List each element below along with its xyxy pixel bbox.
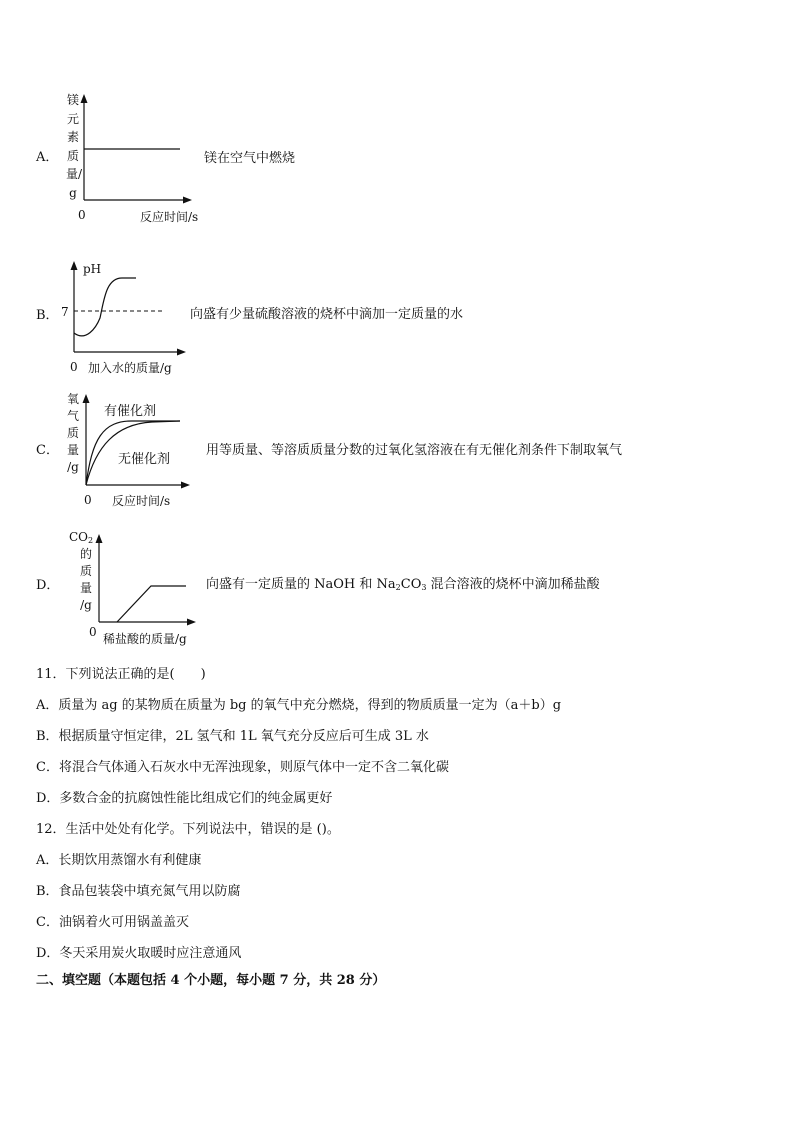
graph-d-curve	[117, 586, 186, 622]
question-12-stem: 12．生活中处处有化学。下列说法中，错误的是 ()。	[36, 822, 340, 837]
graph-a-y-label-char: g	[69, 185, 77, 200]
graph-d-description: 向盛有一定质量的 NaOH 和 $Na_2CO_3$ 混合溶液的烧杯中滴加稀盐酸	[206, 577, 600, 592]
graph-c-curve1-label: 有催化剂	[104, 404, 157, 419]
graph-a-origin: 0	[78, 208, 86, 222]
graph-c-y-label-char: /g	[67, 460, 79, 474]
graph-c-y-label-char: 质	[66, 426, 79, 440]
question-11-option-d: D．多数合金的抗腐蚀性能比组成它们的纯金属更好	[36, 791, 333, 806]
graph-d-y-label-char: 量	[79, 581, 92, 595]
graph-d-x-label: 稀盐酸的质量/g	[103, 632, 187, 646]
graph-a-y-label-char: 量/	[66, 167, 83, 181]
option-letter-b: B．	[36, 308, 59, 323]
graph-c-description: 用等质量、等溶质质量分数的过氧化氢溶液在有无催化剂条件下制取氧气	[206, 443, 623, 458]
graph-d-y-label-char: /g	[80, 598, 92, 612]
question-11-stem: 11．下列说法正确的是( )	[36, 667, 206, 682]
graph-a-y-label-char: 镁	[66, 93, 79, 107]
graph-d-x-arrow	[187, 619, 196, 626]
option-letter-a: A．	[36, 150, 59, 165]
graph-c-y-label-char: 量	[66, 443, 79, 457]
graph-b-x-label: 加入水的质量/g	[88, 361, 172, 375]
graph-d-origin: 0	[89, 625, 97, 639]
graph-c-y-label-char: 氧	[66, 392, 79, 406]
graph-b-origin: 0	[70, 360, 78, 374]
question-11-option-b: B．根据质量守恒定律，2L 氢气和 1L 氧气充分反应后可生成 3L 水	[36, 729, 429, 744]
graph-a-description: 镁在空气中燃烧	[204, 151, 296, 166]
question-12-option-b: B．食品包装袋中填充氮气用以防腐	[36, 884, 241, 899]
graph-c-x-label: 反应时间/s	[112, 494, 171, 508]
question-11-option-a: A．质量为 ag 的某物质在质量为 bg 的氧气中充分燃烧，得到的物质质量一定为（a＋b）g	[36, 698, 562, 713]
graph-d-y-arrow	[96, 534, 103, 543]
graph-d-y-label-sub: 2	[88, 536, 94, 545]
question-11-option-c: C．将混合气体通入石灰水中无浑浊现象，则原气体中一定不含二氧化碳	[36, 760, 449, 775]
graph-b-description: 向盛有少量硫酸溶液的烧杯中滴加一定质量的水	[190, 307, 464, 322]
graph-c-curve2-label: 无催化剂	[118, 452, 171, 467]
graph-d-y-label-co: CO	[69, 530, 89, 544]
graph-a-y-label-char: 质	[66, 148, 79, 163]
graph-b-y-label: pH	[83, 262, 102, 276]
section-title: 二、填空题（本题包括 4 个小题，每小题 7 分，共 28 分）	[36, 973, 386, 988]
graph-b-tick-7: 7	[61, 305, 69, 319]
graph-c-origin: 0	[84, 493, 92, 507]
question-12-option-d: D．冬天采用炭火取暖时应注意通风	[36, 946, 242, 961]
option-letter-c: C．	[36, 443, 59, 458]
graph-d-y-label-char: 质	[79, 564, 92, 578]
graph-c-y-label-char: 气	[66, 409, 79, 423]
graph-a-x-label: 反应时间/s	[140, 210, 199, 224]
graph-a-y-label-char: 素	[66, 130, 79, 144]
graph-d-y-label-char: 的	[79, 547, 92, 561]
question-12-option-a: A．长期饮用蒸馏水有利健康	[36, 853, 202, 868]
question-12-option-c: C．油锅着火可用锅盖盖灭	[36, 915, 189, 930]
option-letter-d: D．	[36, 578, 60, 593]
graph-a-y-label-char: 元	[66, 111, 79, 126]
